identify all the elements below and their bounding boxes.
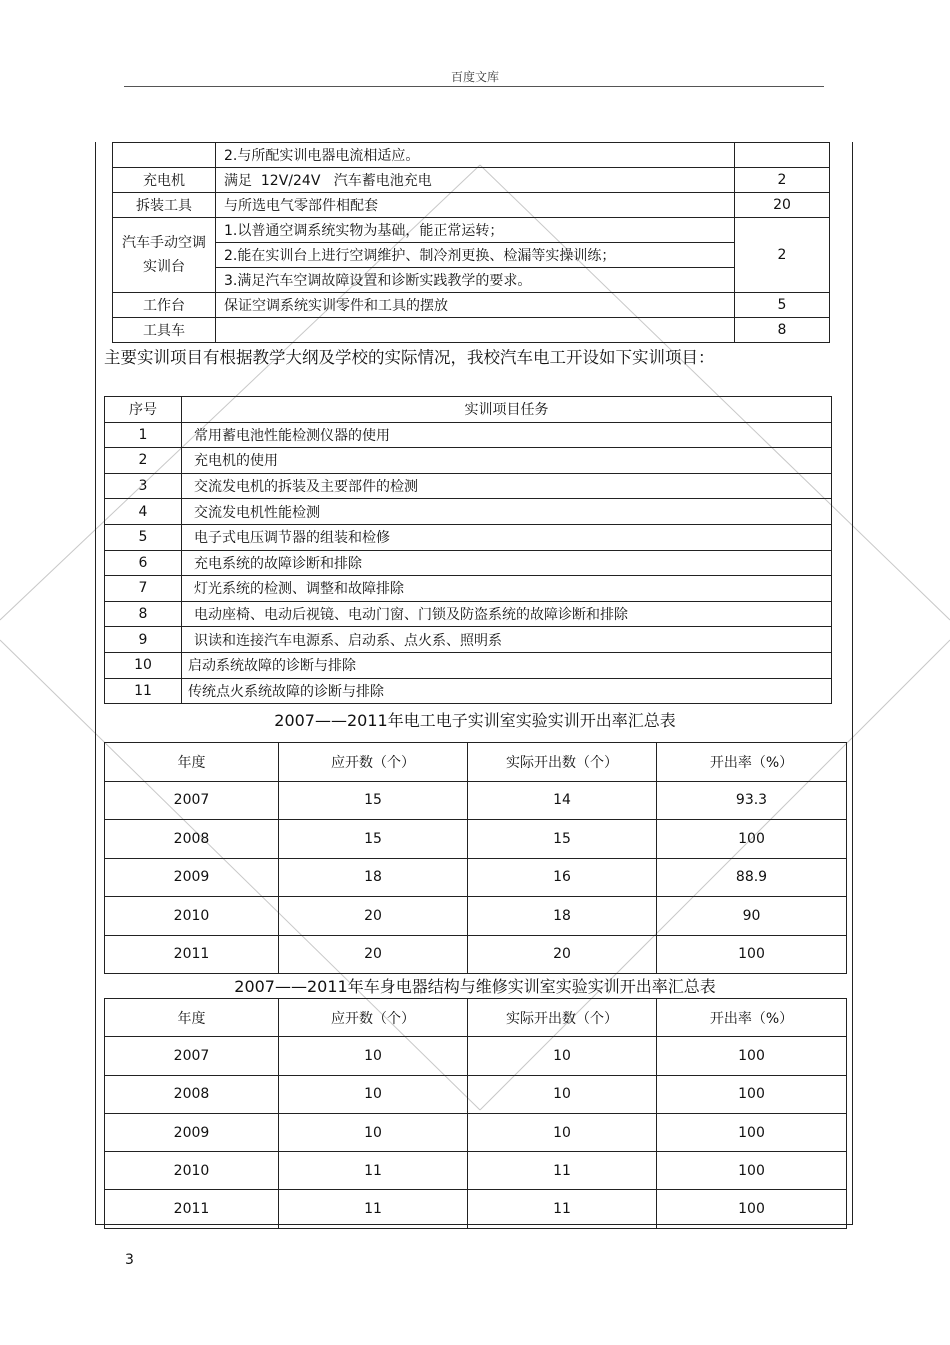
- equipment-desc: [216, 318, 735, 343]
- year-cell: 2010: [105, 897, 279, 936]
- column-header: 开出率（%）: [657, 743, 847, 782]
- header-divider: [124, 86, 824, 87]
- equipment-qty: 2: [735, 168, 830, 193]
- project-number: 8: [105, 601, 182, 627]
- project-task: 电子式电压调节器的组装和检修: [182, 524, 832, 550]
- equipment-qty: 20: [735, 193, 830, 218]
- project-table: [104, 396, 832, 704]
- project-number: 3: [105, 473, 182, 499]
- table-row: [113, 143, 830, 168]
- rate-cell: 100: [657, 820, 847, 859]
- table-row: [105, 550, 832, 576]
- year-cell: 2011: [105, 1190, 279, 1228]
- project-task: 充电系统的故障诊断和排除: [182, 550, 832, 576]
- equipment-name: 充电机: [113, 168, 216, 193]
- project-number: 4: [105, 499, 182, 525]
- rate-table-2-title: 2007——2011年车身电器结构与维修实训室实验实训开出率汇总表: [234, 977, 716, 996]
- planned-count-cell: 10: [279, 1037, 468, 1075]
- column-header: 开出率（%）: [657, 999, 847, 1037]
- project-task: 启动系统故障的诊断与排除: [182, 652, 832, 678]
- year-cell: 2007: [105, 781, 279, 820]
- equipment-desc: 1.以普通空调系统实物为基础，能正常运转；: [216, 218, 735, 243]
- rate-cell: 100: [657, 1190, 847, 1228]
- equipment-desc: 2.与所配实训电器电流相适应。: [216, 143, 735, 168]
- intro-paragraph: 主要实训项目有根据教学大纲及学校的实际情况，我校汽车电工开设如下实训项目：: [104, 348, 715, 367]
- actual-count-cell: 10: [468, 1113, 657, 1151]
- equipment-desc: 2.能在实训台上进行空调维护、制冷剂更换、检漏等实操训练；: [216, 243, 735, 268]
- table-header-row: [105, 999, 847, 1037]
- table-row: [113, 193, 830, 218]
- project-task: 电动座椅、电动后视镜、电动门窗、门锁及防盗系统的故障诊断和排除: [182, 601, 832, 627]
- project-number: 7: [105, 576, 182, 602]
- page-header-title: 百度文库: [450, 70, 499, 84]
- rate-cell: 100: [657, 1075, 847, 1113]
- project-task: 传统点火系统故障的诊断与排除: [182, 678, 832, 704]
- actual-count-cell: 10: [468, 1075, 657, 1113]
- equipment-table: [112, 142, 830, 343]
- table-header-row: [105, 397, 832, 423]
- table-row: [113, 168, 830, 193]
- equipment-desc: 满足 12V/24V 汽车蓄电池充电: [216, 168, 735, 193]
- table-row: [105, 897, 847, 936]
- column-header: 实际开出数（个）: [468, 999, 657, 1037]
- table-row: [105, 1152, 847, 1190]
- table-row: [105, 820, 847, 859]
- planned-count-cell: 10: [279, 1113, 468, 1151]
- planned-count-cell: 11: [279, 1190, 468, 1228]
- equipment-desc: 3.满足汽车空调故障设置和诊断实践教学的要求。: [216, 268, 735, 293]
- planned-count-cell: 15: [279, 781, 468, 820]
- project-number: 9: [105, 627, 182, 653]
- column-header: 应开数（个）: [279, 999, 468, 1037]
- table-row: [113, 293, 830, 318]
- column-header: 应开数（个）: [279, 743, 468, 782]
- table-row: [105, 499, 832, 525]
- table-row: [105, 1190, 847, 1228]
- column-header: 年度: [105, 743, 279, 782]
- project-task: 充电机的使用: [182, 448, 832, 474]
- planned-count-cell: 11: [279, 1152, 468, 1190]
- rate-cell: 90: [657, 897, 847, 936]
- rate-cell: 93.3: [657, 781, 847, 820]
- project-number: 5: [105, 524, 182, 550]
- table-row: [105, 652, 832, 678]
- project-task: 交流发电机的拆装及主要部件的检测: [182, 473, 832, 499]
- project-number: 11: [105, 678, 182, 704]
- planned-count-cell: 20: [279, 897, 468, 936]
- equipment-name: 拆装工具: [113, 193, 216, 218]
- planned-count-cell: 10: [279, 1075, 468, 1113]
- project-number: 10: [105, 652, 182, 678]
- rate-table-1-title: 2007——2011年电工电子实训室实验实训开出率汇总表: [274, 711, 676, 730]
- actual-count-cell: 11: [468, 1190, 657, 1228]
- rate-cell: 88.9: [657, 858, 847, 897]
- planned-count-cell: 15: [279, 820, 468, 859]
- actual-count-cell: 10: [468, 1037, 657, 1075]
- rate-cell: 100: [657, 1037, 847, 1075]
- table-row: [105, 781, 847, 820]
- table-row: [113, 218, 830, 243]
- table-row: [105, 422, 832, 448]
- year-cell: 2010: [105, 1152, 279, 1190]
- equipment-qty: 2: [735, 218, 830, 293]
- column-header: 年度: [105, 999, 279, 1037]
- rate-table-1: [104, 742, 847, 974]
- year-cell: 2007: [105, 1037, 279, 1075]
- project-task: 灯光系统的检测、调整和故障排除: [182, 576, 832, 602]
- project-number: 6: [105, 550, 182, 576]
- year-cell: 2008: [105, 1075, 279, 1113]
- table-row: [105, 1037, 847, 1075]
- page-number: 3: [125, 1252, 134, 1268]
- year-cell: 2011: [105, 935, 279, 974]
- planned-count-cell: 20: [279, 935, 468, 974]
- project-task: 交流发电机性能检测: [182, 499, 832, 525]
- table-row: [105, 576, 832, 602]
- project-number: 1: [105, 422, 182, 448]
- project-number: 2: [105, 448, 182, 474]
- table-row: [105, 858, 847, 897]
- actual-count-cell: 20: [468, 935, 657, 974]
- actual-count-cell: 11: [468, 1152, 657, 1190]
- equipment-qty: 5: [735, 293, 830, 318]
- year-cell: 2009: [105, 858, 279, 897]
- table-row: [105, 524, 832, 550]
- table-row: [105, 473, 832, 499]
- table-row: [105, 627, 832, 653]
- actual-count-cell: 18: [468, 897, 657, 936]
- table-header-row: [105, 743, 847, 782]
- table-row: [113, 243, 830, 268]
- equipment-name: 工作台: [113, 293, 216, 318]
- equipment-name: 汽车手动空调实训台: [113, 218, 216, 293]
- project-task: 识读和连接汽车电源系、启动系、点火系、照明系: [182, 627, 832, 653]
- column-header: 实训项目任务: [182, 397, 832, 423]
- actual-count-cell: 16: [468, 858, 657, 897]
- table-row: [105, 601, 832, 627]
- table-row: [105, 1075, 847, 1113]
- actual-count-cell: 14: [468, 781, 657, 820]
- table-row: [113, 268, 830, 293]
- rate-cell: 100: [657, 935, 847, 974]
- column-header: 实际开出数（个）: [468, 743, 657, 782]
- year-cell: 2009: [105, 1113, 279, 1151]
- rate-cell: 100: [657, 1113, 847, 1151]
- table-row: [105, 935, 847, 974]
- year-cell: 2008: [105, 820, 279, 859]
- column-header: 序号: [105, 397, 182, 423]
- rate-cell: 100: [657, 1152, 847, 1190]
- equipment-desc: 保证空调系统实训零件和工具的摆放: [216, 293, 735, 318]
- equipment-desc: 与所选电气零部件相配套: [216, 193, 735, 218]
- project-task: 常用蓄电池性能检测仪器的使用: [182, 422, 832, 448]
- equipment-name: 工具车: [113, 318, 216, 343]
- rate-table-2: [104, 998, 847, 1229]
- table-row: [105, 448, 832, 474]
- table-row: [105, 678, 832, 704]
- planned-count-cell: 18: [279, 858, 468, 897]
- table-row: [105, 1113, 847, 1151]
- equipment-qty: 8: [735, 318, 830, 343]
- equipment-name: [113, 143, 216, 168]
- table-row: [113, 318, 830, 343]
- equipment-qty: [735, 143, 830, 168]
- actual-count-cell: 15: [468, 820, 657, 859]
